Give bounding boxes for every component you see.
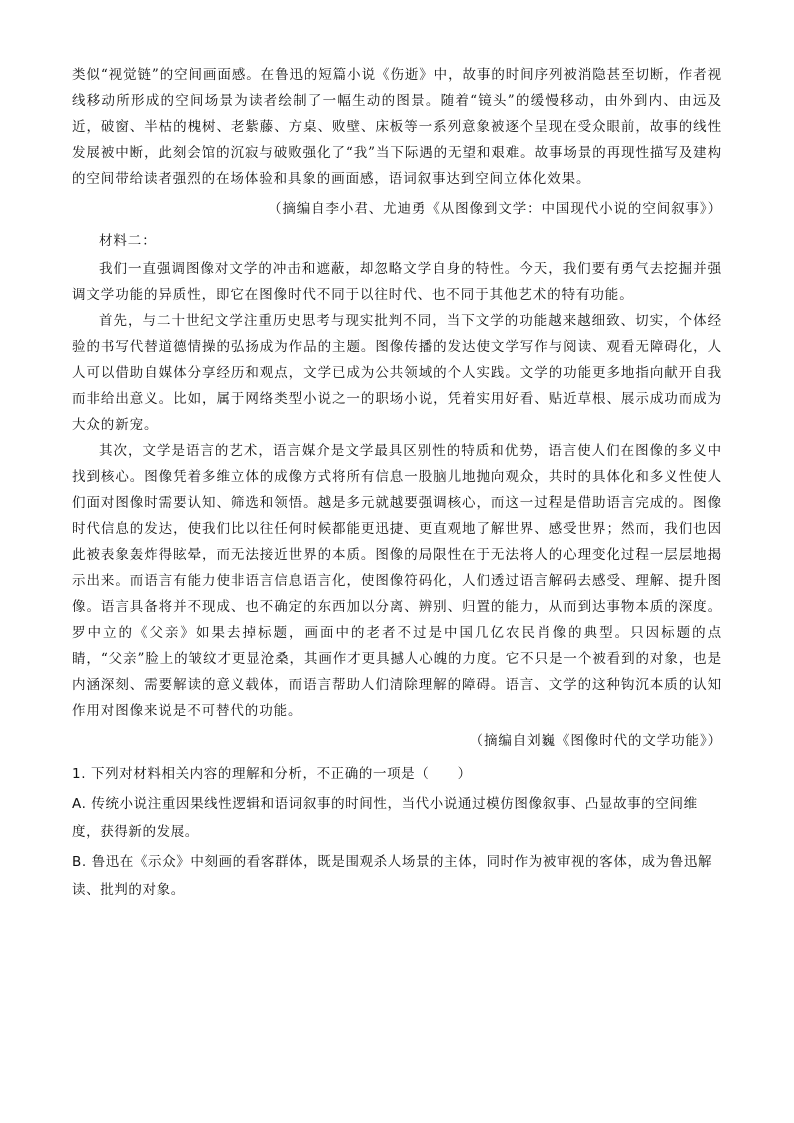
material2-paragraph-1: 我们一直强调图像对文学的冲击和遮蔽，却忽略文学自身的特性。今天，我们要有勇气去挖掘并强调文学功能的异质性，即它在图像时代不同于以往时代、也不同于其他艺术的特有功能。	[72, 261, 722, 303]
question-1-option-a: A. 传统小说注重因果线性逻辑和语词叙事的时间性，当代小说通过模仿图像叙事、凸显故事的空间维度，获得新的发展。	[72, 796, 698, 840]
question-1-stem: 1. 下列对材料相关内容的理解和分析，不正确的一项是（ ）	[72, 766, 472, 782]
document-page	[72, 62, 722, 904]
material1-source-citation: （摘编自李小君、尤迪勇《从图像到文学：中国现代小说的空间叙事》）	[267, 201, 722, 217]
material2-label: 材料二：	[99, 233, 157, 249]
reading-passage	[72, 62, 722, 754]
material2-paragraph-2: 首先，与二十世纪文学注重历史思考与现实批判不同，当下文学的功能越来越细致、切实，个体经验的书写代替道德情操的弘扬成为作品的主题。图像传播的发达使文学写作与阅读、观看无障碍化，人人可以借助自媒体分享经历和观点，文学已成为公共领域的个人实践。文学的功能更多地指向献开自我而非给出意义。比如，属于网络类型小说之一的职场小说，凭着实用好看、贴近草根、展示成功而成为大众的新宠。	[72, 313, 722, 433]
material1-paragraph-continued: 类似“视觉链”的空间画面感。在鲁迅的短篇小说《伤逝》中，故事的时间序列被消隐甚至切断，作者视线移动所形成的空间场景为读者绘制了一幅生动的图景。随着“镜头”的缓慢移动，由外到内、由远及近，破窗、半枯的槐树、老紫藤、方桌、败壁、床板等一系列意象被逐个呈现在受众眼前，故事的线性发展被中断，此刻会馆的沉寂与破败强化了“我”当下际遇的无望和艰难。故事场景的再现性描写及建构的空间带给读者强烈的在场体验和具象的画面感，语词叙事达到空间立体化效果。	[72, 67, 722, 187]
question-1-option-b: B. 鲁迅在《示众》中刻画的看客群体，既是围观杀人场景的主体，同时作为被审视的客体，成为鲁迅解读、批判的对象。	[72, 854, 713, 898]
material2-paragraph-3: 其次，文学是语言的艺术，语言媒介是文学最具区别性的特质和优势，语言使人们在图像的多义中找到核心。图像凭着多维立体的成像方式将所有信息一股脑儿地抛向观众，共时的具体化和多义性使人们面对图像时需要认知、筛选和领悟。越是多元就越要强调核心，而这一过程是借助语言完成的。图像时代信息的发达，使我们比以往任何时候都能更迅捷、更直观地了解世界、感受世界；然而，我们也因此被表象轰炸得眩晕，而无法接近世界的本质。图像的局限性在于无法将人的心理变化过程一层层地揭示出来。而语言有能力使非语言信息语言化，使图像符码化，人们透过语言解码去感受、理解、提升图像。语言具备将并不现成、也不确定的东西加以分离、辨别、归置的能力，从而到达事物本质的深度。罗中立的《父亲》如果去掉标题，画面中的老者不过是中国几亿农民肖像的典型。只因标题的点睛，“父亲”脸上的皱纹才更显沧桑，其画作才更具撼人心魄的力度。它不只是一个被看到的对象，也是内涵深刻、需要解读的意义载体，而语言帮助人们清除理解的障碍。语言、文学的这种钩沉本质的认知作用对图像来说是不可替代的功能。	[72, 443, 722, 719]
material2-source-citation: （摘编自刘巍《图像时代的文学功能》）	[469, 733, 722, 749]
question-1	[72, 760, 722, 904]
